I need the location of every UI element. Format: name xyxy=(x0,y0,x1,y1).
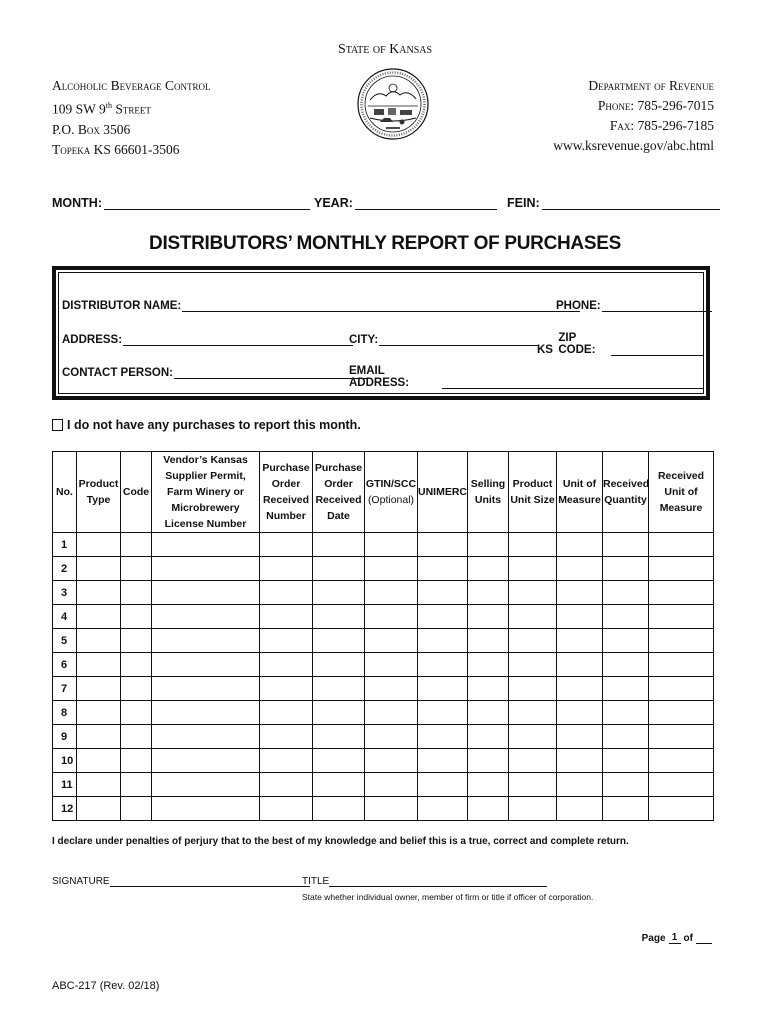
table-cell[interactable] xyxy=(557,773,603,797)
street-name: Street xyxy=(112,101,151,117)
street-suffix: th xyxy=(105,101,112,110)
table-cell[interactable] xyxy=(313,749,365,773)
table-cell[interactable] xyxy=(509,581,557,605)
signature-field[interactable] xyxy=(52,874,310,887)
year-label: YEAR: xyxy=(314,196,353,210)
table-cell[interactable] xyxy=(365,581,418,605)
table-cell[interactable] xyxy=(603,605,649,629)
year-input-line[interactable] xyxy=(355,195,497,210)
phone-field[interactable] xyxy=(556,298,712,312)
table-cell[interactable] xyxy=(260,533,313,557)
table-cell[interactable] xyxy=(121,629,152,653)
table-row xyxy=(53,629,714,653)
table-header-row xyxy=(53,452,714,533)
row-number: 4 xyxy=(53,605,77,629)
table-cell[interactable] xyxy=(649,605,714,629)
distributor-info-inner-border xyxy=(58,272,704,394)
agency-address-block xyxy=(52,76,211,160)
table-cell[interactable] xyxy=(603,797,649,821)
table-cell[interactable] xyxy=(152,749,260,773)
table-cell[interactable] xyxy=(152,701,260,725)
page-current[interactable]: 1 xyxy=(669,932,681,944)
table-cell[interactable] xyxy=(365,773,418,797)
month-label: MONTH: xyxy=(52,196,102,210)
header-gtin-scc xyxy=(365,452,418,533)
table-row xyxy=(53,725,714,749)
table-cell[interactable] xyxy=(121,581,152,605)
table-cell[interactable] xyxy=(152,557,260,581)
table-cell[interactable] xyxy=(649,749,714,773)
table-row xyxy=(53,557,714,581)
table-cell[interactable] xyxy=(603,653,649,677)
table-cell[interactable] xyxy=(557,557,603,581)
table-cell[interactable] xyxy=(468,797,509,821)
row-number: 1 xyxy=(53,533,77,557)
email-label: EMAIL ADDRESS: xyxy=(349,365,410,389)
table-cell[interactable] xyxy=(418,605,468,629)
table-cell[interactable] xyxy=(418,797,468,821)
address-input-line[interactable] xyxy=(123,332,353,346)
email-field[interactable] xyxy=(349,365,703,389)
row-number: 8 xyxy=(53,701,77,725)
table-cell[interactable] xyxy=(509,725,557,749)
table-cell[interactable] xyxy=(603,557,649,581)
table-cell[interactable] xyxy=(649,629,714,653)
table-cell[interactable] xyxy=(649,533,714,557)
purchases-table xyxy=(52,451,714,821)
table-row xyxy=(53,653,714,677)
page-total[interactable] xyxy=(696,943,712,944)
table-cell[interactable] xyxy=(365,677,418,701)
table-row xyxy=(53,605,714,629)
table-cell[interactable] xyxy=(152,797,260,821)
no-purchases-label: I do not have any purchases to report this month. xyxy=(67,418,361,432)
state-title: State of Kansas xyxy=(337,42,433,57)
table-cell[interactable] xyxy=(557,653,603,677)
table-cell[interactable] xyxy=(468,605,509,629)
table-cell[interactable] xyxy=(365,725,418,749)
table-cell[interactable] xyxy=(418,677,468,701)
table-cell[interactable] xyxy=(313,725,365,749)
row-number: 7 xyxy=(53,677,77,701)
table-cell[interactable] xyxy=(365,653,418,677)
table-cell[interactable] xyxy=(152,773,260,797)
table-cell[interactable] xyxy=(121,773,152,797)
table-cell[interactable] xyxy=(509,653,557,677)
table-cell[interactable] xyxy=(468,701,509,725)
table-cell[interactable] xyxy=(365,533,418,557)
table-cell[interactable] xyxy=(313,533,365,557)
kansas-state-seal xyxy=(356,62,430,168)
table-cell[interactable] xyxy=(77,725,121,749)
table-cell[interactable] xyxy=(603,533,649,557)
fein-label: FEIN: xyxy=(507,196,540,210)
table-cell[interactable] xyxy=(313,773,365,797)
table-cell[interactable] xyxy=(260,773,313,797)
header-code: Code xyxy=(121,452,152,533)
header-po-number: Purchase Order Received Number xyxy=(260,452,313,533)
table-cell[interactable] xyxy=(260,701,313,725)
row-number: 10 xyxy=(53,749,77,773)
phone-label: PHONE: xyxy=(556,300,601,312)
table-cell[interactable] xyxy=(121,725,152,749)
zip-input-line[interactable] xyxy=(611,342,703,356)
table-row xyxy=(53,677,714,701)
city-label: CITY: xyxy=(349,334,379,346)
title-instruction-note: State whether individual owner, member of firm or title if officer of corporation. xyxy=(302,892,594,902)
gtin-label: GTIN/SCC xyxy=(365,478,417,490)
table-cell[interactable] xyxy=(121,605,152,629)
table-cell[interactable] xyxy=(313,677,365,701)
phone-input-line[interactable] xyxy=(602,298,712,312)
header-product-unit-size: Product Unit Size xyxy=(509,452,557,533)
table-cell[interactable] xyxy=(313,701,365,725)
table-cell[interactable] xyxy=(313,797,365,821)
table-cell[interactable] xyxy=(260,725,313,749)
zip-label: ZIP CODE: xyxy=(558,332,596,356)
perjury-declaration: I declare under penalties of perjury that to the best of my knowledge and belief this is a true, correct and complete return. xyxy=(52,836,629,847)
table-cell[interactable] xyxy=(152,533,260,557)
table-cell[interactable] xyxy=(468,581,509,605)
table-cell[interactable] xyxy=(603,773,649,797)
row-number: 11 xyxy=(53,773,77,797)
table-cell[interactable] xyxy=(121,797,152,821)
table-cell[interactable] xyxy=(603,581,649,605)
table-cell[interactable] xyxy=(121,557,152,581)
city-field[interactable] xyxy=(349,332,539,346)
table-cell[interactable] xyxy=(77,557,121,581)
table-cell[interactable] xyxy=(468,629,509,653)
table-row xyxy=(53,773,714,797)
table-cell[interactable] xyxy=(468,533,509,557)
table-cell[interactable] xyxy=(313,557,365,581)
header-no: No. xyxy=(53,452,77,533)
table-cell[interactable] xyxy=(418,773,468,797)
header-vendor-license: Vendor’s Kansas Supplier Permit, Farm Winery or Microbrewery License Number xyxy=(152,452,260,533)
table-row xyxy=(53,797,714,821)
table-cell[interactable] xyxy=(557,797,603,821)
table-cell[interactable] xyxy=(603,701,649,725)
table-cell[interactable] xyxy=(468,725,509,749)
table-cell[interactable] xyxy=(468,677,509,701)
row-number: 6 xyxy=(53,653,77,677)
distributor-name-field[interactable] xyxy=(62,298,580,312)
header-po-date: Purchase Order Received Date xyxy=(313,452,365,533)
table-cell[interactable] xyxy=(77,773,121,797)
department-phone: Phone: 785-296-7015 xyxy=(597,98,714,113)
table-cell[interactable] xyxy=(603,677,649,701)
table-cell[interactable] xyxy=(509,749,557,773)
department-contact-block xyxy=(553,76,714,156)
table-cell[interactable] xyxy=(77,653,121,677)
table-cell[interactable] xyxy=(260,653,313,677)
table-cell[interactable] xyxy=(557,629,603,653)
row-number: 12 xyxy=(53,797,77,821)
table-cell[interactable] xyxy=(468,749,509,773)
header-received-quantity: Received Quantity xyxy=(603,452,649,533)
table-cell[interactable] xyxy=(649,557,714,581)
table-cell[interactable] xyxy=(509,629,557,653)
contact-person-input-line[interactable] xyxy=(174,365,368,379)
table-cell[interactable] xyxy=(418,557,468,581)
row-number: 3 xyxy=(53,581,77,605)
table-cell[interactable] xyxy=(313,581,365,605)
table-cell[interactable] xyxy=(152,677,260,701)
gtin-optional-note: (Optional) xyxy=(367,494,415,506)
table-cell[interactable] xyxy=(509,701,557,725)
table-cell[interactable] xyxy=(649,677,714,701)
table-cell[interactable] xyxy=(121,677,152,701)
table-cell[interactable] xyxy=(418,533,468,557)
row-number: 9 xyxy=(53,725,77,749)
distributor-name-input-line[interactable] xyxy=(182,298,580,312)
address-field[interactable] xyxy=(62,332,353,346)
no-purchases-option[interactable] xyxy=(52,418,361,432)
table-cell[interactable] xyxy=(365,701,418,725)
year-field[interactable] xyxy=(314,195,497,210)
title-field[interactable] xyxy=(302,874,547,887)
table-cell[interactable] xyxy=(77,677,121,701)
table-cell[interactable] xyxy=(509,557,557,581)
table-cell[interactable] xyxy=(418,725,468,749)
table-cell[interactable] xyxy=(509,533,557,557)
form-number: ABC-217 (Rev. 02/18) xyxy=(52,980,160,992)
table-cell[interactable] xyxy=(557,749,603,773)
department-website[interactable]: www.ksrevenue.gov/abc.html xyxy=(553,138,714,153)
table-cell[interactable] xyxy=(152,653,260,677)
table-cell[interactable] xyxy=(313,653,365,677)
table-row xyxy=(53,749,714,773)
table-cell[interactable] xyxy=(121,701,152,725)
table-cell[interactable] xyxy=(418,629,468,653)
department-name: Department of Revenue xyxy=(588,78,714,93)
table-cell[interactable] xyxy=(365,749,418,773)
table-cell[interactable] xyxy=(418,653,468,677)
table-cell[interactable] xyxy=(152,605,260,629)
report-title: DISTRIBUTORS’ MONTHLY REPORT OF PURCHASES xyxy=(149,233,621,254)
no-purchases-checkbox[interactable] xyxy=(52,419,63,431)
table-cell[interactable] xyxy=(77,533,121,557)
table-cell[interactable] xyxy=(365,605,418,629)
header-received-unit-of-measure: Received Unit of Measure xyxy=(649,452,714,533)
table-cell[interactable] xyxy=(557,581,603,605)
header-product-type: Product Type xyxy=(77,452,121,533)
month-field[interactable] xyxy=(52,195,310,210)
city-input-line[interactable] xyxy=(379,332,539,346)
table-row xyxy=(53,581,714,605)
table-cell[interactable] xyxy=(260,749,313,773)
table-cell[interactable] xyxy=(557,677,603,701)
table-cell[interactable] xyxy=(77,581,121,605)
table-cell[interactable] xyxy=(649,653,714,677)
table-cell[interactable] xyxy=(418,701,468,725)
table-cell[interactable] xyxy=(509,773,557,797)
title-input-line[interactable] xyxy=(329,874,547,887)
department-fax: Fax: 785-296-7185 xyxy=(609,118,714,133)
fein-input-line[interactable] xyxy=(542,195,720,210)
table-cell[interactable] xyxy=(557,605,603,629)
table-cell[interactable] xyxy=(418,749,468,773)
table-cell[interactable] xyxy=(557,725,603,749)
table-cell[interactable] xyxy=(121,653,152,677)
table-cell[interactable] xyxy=(649,581,714,605)
address-label: ADDRESS: xyxy=(62,334,123,346)
table-cell[interactable] xyxy=(468,653,509,677)
row-number: 2 xyxy=(53,557,77,581)
table-row xyxy=(53,533,714,557)
zip-field[interactable] xyxy=(537,332,703,356)
table-cell[interactable] xyxy=(649,797,714,821)
contact-person-label: CONTACT PERSON: xyxy=(62,367,173,379)
table-cell[interactable] xyxy=(152,629,260,653)
distributor-name-label: DISTRIBUTOR NAME: xyxy=(62,300,182,312)
table-cell[interactable] xyxy=(77,797,121,821)
table-cell[interactable] xyxy=(509,605,557,629)
table-row xyxy=(53,701,714,725)
contact-person-field[interactable] xyxy=(62,365,368,379)
street-number: 109 SW 9 xyxy=(52,101,106,117)
table-cell[interactable] xyxy=(468,773,509,797)
table-cell[interactable] xyxy=(260,629,313,653)
table-cell[interactable] xyxy=(313,629,365,653)
table-cell[interactable] xyxy=(152,725,260,749)
table-cell[interactable] xyxy=(603,629,649,653)
table-cell[interactable] xyxy=(77,701,121,725)
signature-label: SIGNATURE xyxy=(52,876,110,887)
row-number: 5 xyxy=(53,629,77,653)
table-cell[interactable] xyxy=(121,749,152,773)
table-cell[interactable] xyxy=(365,629,418,653)
page-label: Page xyxy=(641,933,666,944)
table-cell[interactable] xyxy=(77,749,121,773)
table-cell[interactable] xyxy=(152,581,260,605)
table-cell[interactable] xyxy=(649,701,714,725)
table-cell[interactable] xyxy=(603,749,649,773)
table-cell[interactable] xyxy=(557,533,603,557)
table-cell[interactable] xyxy=(121,533,152,557)
distributor-info-box xyxy=(52,266,710,400)
table-cell[interactable] xyxy=(77,605,121,629)
page-of-label: of xyxy=(683,933,693,944)
table-cell[interactable] xyxy=(557,701,603,725)
header-unit-of-measure: Unit of Measure xyxy=(557,452,603,533)
table-cell[interactable] xyxy=(260,557,313,581)
table-cell[interactable] xyxy=(260,581,313,605)
po-box: P.O. Box 3506 xyxy=(52,121,131,137)
signature-input-line[interactable] xyxy=(110,874,310,887)
table-cell[interactable] xyxy=(603,725,649,749)
state-label: KS xyxy=(537,344,553,356)
table-cell[interactable] xyxy=(365,557,418,581)
table-cell[interactable] xyxy=(509,797,557,821)
table-cell[interactable] xyxy=(313,605,365,629)
table-cell[interactable] xyxy=(418,581,468,605)
table-cell[interactable] xyxy=(260,797,313,821)
table-cell[interactable] xyxy=(468,557,509,581)
header-selling-units: Selling Units xyxy=(468,452,509,533)
header-unimerc: UNIMERC xyxy=(418,452,468,533)
table-cell[interactable] xyxy=(260,605,313,629)
table-cell[interactable] xyxy=(365,797,418,821)
table-cell[interactable] xyxy=(649,773,714,797)
fein-field[interactable] xyxy=(507,195,720,210)
table-cell[interactable] xyxy=(649,725,714,749)
month-input-line[interactable] xyxy=(104,195,310,210)
table-cell[interactable] xyxy=(509,677,557,701)
title-label: TITLE xyxy=(302,876,330,887)
email-input-line[interactable] xyxy=(442,375,703,389)
street-address xyxy=(52,96,211,120)
table-cell[interactable] xyxy=(77,629,121,653)
table-cell[interactable] xyxy=(260,677,313,701)
city-state-zip: Topeka KS 66601-3506 xyxy=(52,141,180,157)
agency-name: Alcoholic Beverage Control xyxy=(52,78,211,93)
page-indicator xyxy=(642,932,712,944)
